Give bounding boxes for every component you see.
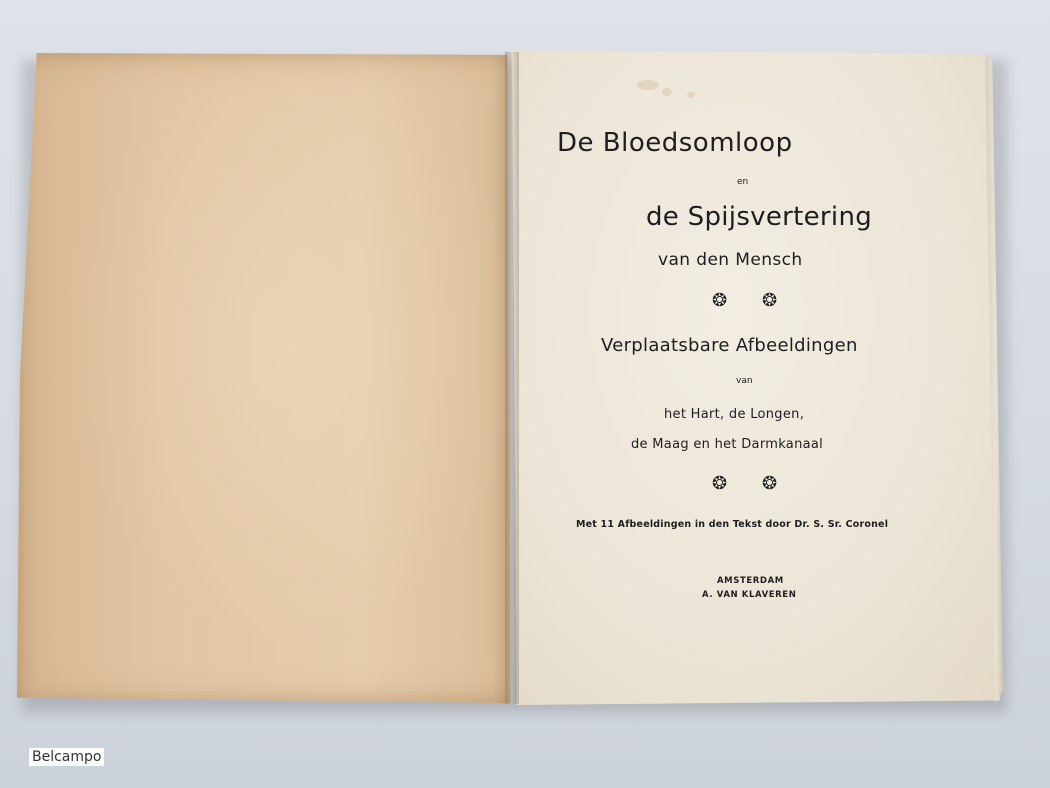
contents-line-2: de Maag en het Darmkanaal — [631, 437, 824, 452]
title-line-1: De Bloedsomloop — [557, 128, 793, 158]
watermark-label: Belcampo — [29, 748, 104, 766]
subtitle-2: Verplaatsbare Afbeeldingen — [601, 335, 858, 356]
left-page — [17, 53, 512, 703]
ornament-icon: ❂ — [712, 290, 728, 311]
title-line-2: de Spijsvertering — [646, 202, 873, 232]
subtitle: van den Mensch — [658, 250, 803, 270]
ornament-icon: ❂ — [762, 290, 778, 311]
publisher-city: AMSTERDAM — [717, 576, 784, 586]
ornament-icon: ❂ — [762, 473, 778, 494]
publisher-name: A. VAN KLAVEREN — [702, 590, 797, 600]
connector-en: en — [737, 177, 749, 187]
contents-line-1: het Hart, de Longen, — [664, 407, 805, 422]
title-page-text — [512, 50, 1000, 705]
illustration-credit: Met 11 Afbeeldingen in den Tekst door Dr. S. Sr. Coronel — [576, 519, 889, 530]
left-page-aging — [17, 53, 512, 703]
ornament-icon: ❂ — [712, 473, 728, 494]
connector-van: van — [736, 376, 753, 386]
